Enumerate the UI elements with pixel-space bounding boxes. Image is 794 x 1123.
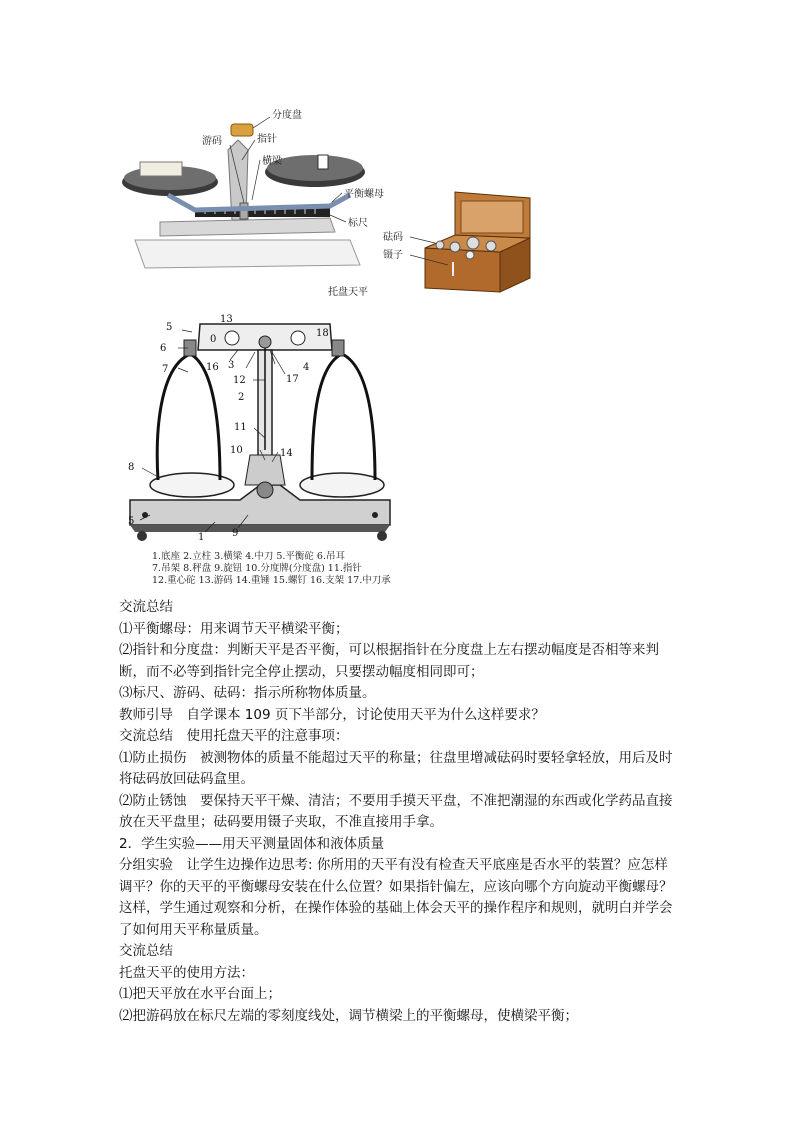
para-student-experiment: 2．学生实验——用天平测量固体和液体质量	[119, 835, 385, 852]
para-balance-nut: ⑴平衡螺母：用来调节天平横梁平衡；	[119, 620, 349, 637]
para-precautions-heading: 交流总结 使用托盘天平的注意事项：	[119, 728, 349, 744]
para-pointer-dial: ⑵指针和分度盘：判断天平是否平衡，可以根据指针在分度盘上左右摆动幅度是否相等来判断，而不必等到指针完全停止摆动，只要摆动幅度相同即可；	[119, 642, 659, 680]
para-prevent-damage: ⑴防止损伤 被测物体的质量不能超过天平的称量；往盘里增减砝码时要轻拿轻放，用后及时将砝码放回砝码盒里。	[119, 749, 673, 787]
label-weights: 砝码	[383, 232, 403, 243]
label-rider: 游码	[202, 136, 222, 147]
label-beam: 横梁	[262, 156, 282, 167]
label-scale-dial: 分度盘	[272, 110, 302, 121]
heading-summary-1: 交流总结	[119, 599, 173, 615]
physical-balance-diagram	[120, 310, 410, 590]
heading-summary-2: 交流总结	[119, 943, 173, 959]
label-pointer: 指针	[257, 134, 277, 145]
para-step-1: ⑴把天平放在水平台面上；	[119, 986, 281, 1002]
label-tweezers: 镊子	[383, 250, 403, 261]
num-4: 4	[303, 362, 310, 373]
para-step-2: ⑵把游码放在标尺左端的零刻度线处，调节横梁上的平衡螺母，使横梁平衡；	[119, 1007, 578, 1024]
para-teacher-guide: 教师引导 自学课本 109 页下半部分，讨论使用天平为什么这样要求？	[119, 706, 545, 723]
figure1-caption: 托盘天平	[328, 287, 368, 298]
num-1: 1	[198, 532, 205, 543]
legend-line-1: 1.底座 2.立柱 3.横梁 4.中刀 5.平衡砣 6.吊耳	[152, 551, 345, 562]
para-ruler-rider-weights: ⑶标尺、游码、砝码：指示所称物体质量。	[119, 685, 376, 701]
tray-balance-figure	[120, 100, 540, 305]
num-2: 2	[238, 392, 245, 403]
para-prevent-rust: ⑵防止锈蚀 要保持天平干燥、清洁；不要用手摸天平盘，不准把潮湿的东西或化学药品直接放在天平盘里；砝码要用镊子夹取，不准直接用手拿。	[119, 792, 673, 830]
num-7: 7	[162, 364, 169, 375]
num-5-bottom: 5	[128, 516, 135, 527]
label-ruler: 标尺	[348, 218, 368, 229]
num-8: 8	[128, 462, 135, 473]
num-17: 17	[286, 374, 299, 385]
num-14: 14	[280, 448, 293, 459]
legend-line-2: 7.吊架 8.秤盘 9.旋钮 10.分度牌(分度盘) 11.指针	[152, 563, 362, 574]
num-10: 10	[230, 445, 243, 456]
num-13: 13	[220, 314, 233, 325]
num-12: 12	[233, 375, 246, 386]
num-16: 16	[206, 362, 219, 373]
num-3: 3	[228, 360, 235, 371]
para-usage-heading: 托盘天平的使用方法：	[119, 964, 254, 981]
num-0: 0	[210, 334, 217, 345]
num-18: 18	[316, 328, 329, 339]
num-9: 9	[232, 528, 239, 539]
num-11: 11	[234, 422, 247, 433]
num-6: 6	[160, 343, 167, 354]
legend-line-3: 12.重心砣 13.游码 14.重锤 15.螺钉 16.支架 17.中刀承	[152, 575, 391, 586]
body-text	[119, 597, 679, 1027]
num-5-top: 5	[166, 322, 173, 333]
para-group-experiment: 分组实验 让学生边操作边思考: 你所用的天平有没有检查天平底座是否水平的装置？应怎样调平？你的天平的平衡螺母安装在什么位置？如果指针偏左，应该向哪个方向旋动平衡螺母？这样，学生通过观察和分析，在操作体验的基础上体会天平的操作程序和规则，就明白并学会了如何用天平称量质量。	[119, 857, 673, 938]
label-balance-nut: 平衡螺母	[344, 189, 384, 200]
